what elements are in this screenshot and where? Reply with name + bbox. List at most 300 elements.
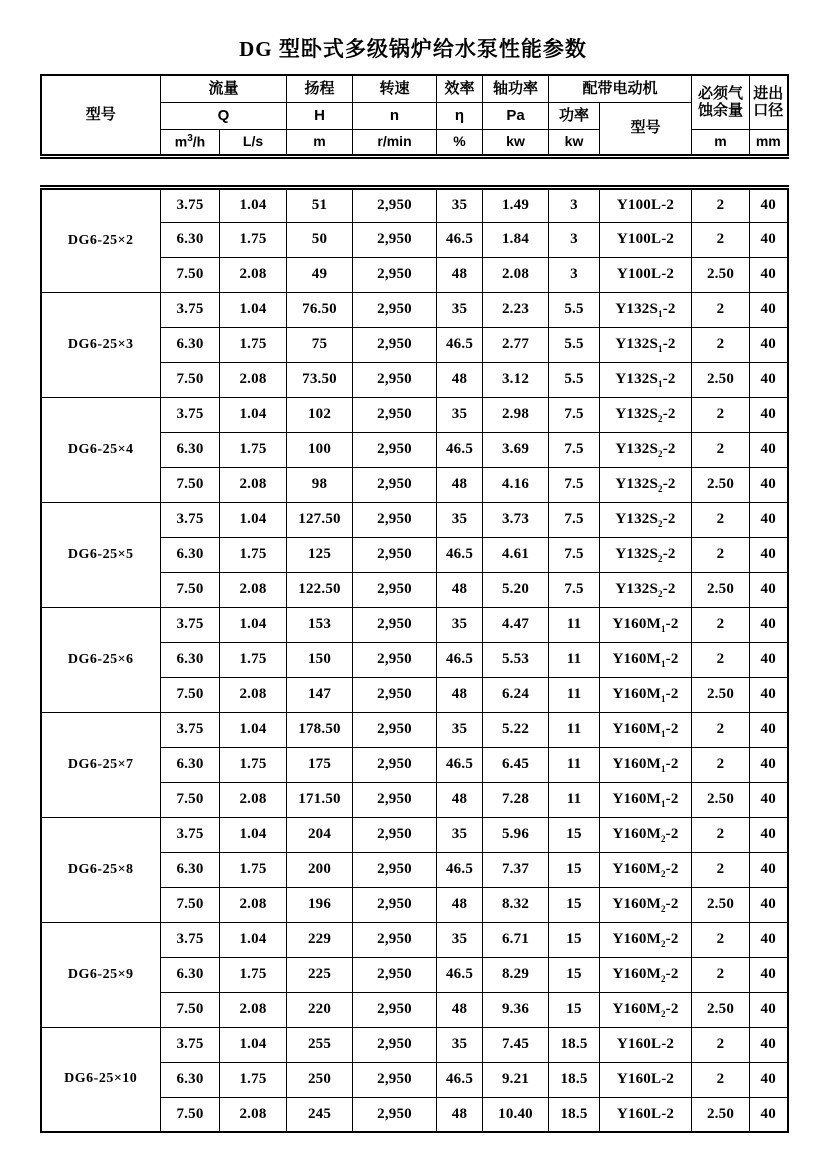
shaft-power-cell: 4.47: [483, 607, 549, 642]
flow-m3h-cell: 6.30: [161, 537, 220, 572]
diameter-cell: 40: [750, 397, 788, 432]
motor-power-cell: 11: [549, 747, 600, 782]
head-cell: 147: [287, 677, 353, 712]
flow-ls-cell: 1.04: [220, 922, 287, 957]
npsh-cell: 2: [692, 957, 750, 992]
head-cell: 153: [287, 607, 353, 642]
flow-m3h-cell: 6.30: [161, 327, 220, 362]
table-row: [41, 1027, 788, 1062]
npsh-cell: 2: [692, 187, 750, 222]
head-cell: 204: [287, 817, 353, 852]
efficiency-cell: 46.5: [437, 852, 483, 887]
head-cell: 49: [287, 257, 353, 292]
motor-model-base: Y160M: [612, 861, 661, 877]
head-cell: 200: [287, 852, 353, 887]
head-cell: 178.50: [287, 712, 353, 747]
motor-model-suffix: -2: [661, 1071, 675, 1087]
flow-ls-cell: 1.04: [220, 187, 287, 222]
header-speed: 转速: [353, 75, 437, 102]
motor-model-subscript: 1: [660, 624, 666, 634]
head-cell: 100: [287, 432, 353, 467]
npsh-cell: 2: [692, 607, 750, 642]
efficiency-cell: 35: [437, 187, 483, 222]
motor-model-subscript: 2: [660, 904, 666, 914]
motor-power-cell: 11: [549, 782, 600, 817]
npsh-cell: 2: [692, 1027, 750, 1062]
efficiency-cell: 46.5: [437, 222, 483, 257]
motor-model-base: Y100L: [616, 197, 662, 213]
motor-model-base: Y160M: [612, 826, 661, 842]
shaft-power-cell: 4.61: [483, 537, 549, 572]
efficiency-cell: 46.5: [437, 432, 483, 467]
npsh-cell: 2: [692, 712, 750, 747]
npsh-cell: 2: [692, 642, 750, 677]
table-row: [41, 187, 788, 222]
header-unit-dia: mm: [750, 129, 788, 156]
head-cell: 51: [287, 187, 353, 222]
flow-ls-cell: 2.08: [220, 782, 287, 817]
shaft-power-cell: 7.37: [483, 852, 549, 887]
speed-cell: 2,950: [353, 187, 437, 222]
spec-table-body: [40, 185, 789, 1134]
motor-model-base: Y132S: [615, 441, 659, 457]
head-cell: 125: [287, 537, 353, 572]
shaft-power-cell: 3.69: [483, 432, 549, 467]
shaft-power-cell: 6.71: [483, 922, 549, 957]
motor-power-cell: 7.5: [549, 397, 600, 432]
table-row: [41, 712, 788, 747]
shaft-power-cell: 7.45: [483, 1027, 549, 1062]
flow-ls-cell: 1.04: [220, 502, 287, 537]
page-title: DG 型卧式多级锅炉给水泵性能参数: [239, 37, 587, 61]
flow-ls-cell: 1.04: [220, 817, 287, 852]
npsh-cell: 2: [692, 397, 750, 432]
table-row: [41, 607, 788, 642]
flow-ls-cell: 2.08: [220, 257, 287, 292]
head-cell: 98: [287, 467, 353, 502]
flow-m3h-cell: 3.75: [161, 712, 220, 747]
flow-m3h-cell: 6.30: [161, 222, 220, 257]
speed-cell: 2,950: [353, 957, 437, 992]
efficiency-cell: 46.5: [437, 1062, 483, 1097]
motor-model-subscript: 1: [660, 694, 666, 704]
motor-model-base: Y160M: [612, 896, 661, 912]
flow-m3h-cell: 7.50: [161, 992, 220, 1027]
diameter-cell: 40: [750, 922, 788, 957]
flow-ls-cell: 1.75: [220, 642, 287, 677]
motor-model-cell: [600, 222, 692, 257]
motor-model-suffix: -2: [662, 441, 676, 457]
motor-model-subscript: 2: [660, 834, 666, 844]
motor-model-subscript: 2: [658, 484, 663, 494]
motor-power-cell: 15: [549, 887, 600, 922]
motor-model-base: Y132S: [615, 546, 659, 562]
diameter-cell: 40: [750, 852, 788, 887]
flow-m3h-cell: 7.50: [161, 257, 220, 292]
header-diameter-line2: 口径: [753, 102, 784, 120]
table-row: [41, 922, 788, 957]
flow-ls-cell: 1.75: [220, 852, 287, 887]
motor-model-base: Y160M: [612, 756, 661, 772]
diameter-cell: 40: [750, 1027, 788, 1062]
header-flow-symbol: Q: [161, 102, 287, 129]
motor-power-cell: 5.5: [549, 292, 600, 327]
motor-model-suffix: -2: [661, 1105, 675, 1122]
flow-m3h-cell: 6.30: [161, 1062, 220, 1097]
diameter-cell: 40: [750, 817, 788, 852]
flow-ls-cell: 1.04: [220, 397, 287, 432]
motor-power-cell: 3: [549, 257, 600, 292]
header-motor-model: 型号: [600, 102, 692, 156]
motor-model-base: Y100L: [616, 231, 662, 247]
header-head-symbol: H: [287, 102, 353, 129]
shaft-power-cell: 5.22: [483, 712, 549, 747]
motor-power-cell: 15: [549, 852, 600, 887]
table-row: [41, 292, 788, 327]
speed-cell: 2,950: [353, 1097, 437, 1132]
flow-m3h-cell: 3.75: [161, 922, 220, 957]
motor-power-cell: 7.5: [549, 467, 600, 502]
shaft-power-cell: 8.29: [483, 957, 549, 992]
motor-model-base: Y160M: [612, 1001, 661, 1017]
motor-model-base: Y132S: [615, 476, 659, 492]
speed-cell: 2,950: [353, 1027, 437, 1062]
header-unit-speed: r/min: [353, 129, 437, 156]
header-unit-shaft: kw: [483, 129, 549, 156]
efficiency-cell: 46.5: [437, 537, 483, 572]
npsh-cell: 2.50: [692, 467, 750, 502]
flow-ls-cell: 1.75: [220, 537, 287, 572]
flow-ls-cell: 1.75: [220, 327, 287, 362]
header-unit-ls: L/s: [220, 129, 287, 156]
motor-power-cell: 15: [549, 922, 600, 957]
flow-m3h-cell: 7.50: [161, 1097, 220, 1132]
flow-m3h-cell: 6.30: [161, 852, 220, 887]
motor-model-base: Y160L: [616, 1071, 662, 1087]
pump-model-cell: DG6-25×3: [41, 292, 161, 397]
motor-model-suffix: -2: [665, 616, 679, 632]
npsh-cell: 2.50: [692, 887, 750, 922]
motor-model-suffix: -2: [662, 336, 676, 352]
flow-ls-cell: 1.04: [220, 607, 287, 642]
motor-model-cell: [600, 187, 692, 222]
npsh-cell: 2: [692, 852, 750, 887]
head-cell: 76.50: [287, 292, 353, 327]
flow-ls-cell: 2.08: [220, 887, 287, 922]
header-npsh-line2: 蚀余量: [698, 102, 744, 120]
motor-model-cell: [600, 292, 692, 327]
npsh-cell: 2: [692, 432, 750, 467]
efficiency-cell: 35: [437, 1027, 483, 1062]
motor-model-subscript: 2: [660, 939, 666, 949]
head-cell: 245: [287, 1097, 353, 1132]
efficiency-cell: 46.5: [437, 957, 483, 992]
pump-model-cell: DG6-25×2: [41, 187, 161, 292]
diameter-cell: 40: [750, 957, 788, 992]
head-cell: 50: [287, 222, 353, 257]
motor-power-cell: 15: [549, 817, 600, 852]
shaft-power-cell: 5.96: [483, 817, 549, 852]
efficiency-cell: 48: [437, 782, 483, 817]
motor-model-suffix: -2: [665, 861, 679, 877]
motor-model-suffix: -2: [661, 1036, 675, 1052]
motor-model-subscript: 2: [658, 554, 663, 564]
speed-cell: 2,950: [353, 642, 437, 677]
efficiency-cell: 48: [437, 362, 483, 397]
speed-cell: 2,950: [353, 222, 437, 257]
shaft-power-cell: 6.45: [483, 747, 549, 782]
speed-cell: 2,950: [353, 537, 437, 572]
motor-power-cell: 7.5: [549, 502, 600, 537]
motor-model-suffix: -2: [665, 686, 679, 702]
motor-power-cell: 5.5: [549, 362, 600, 397]
motor-model-cell: [600, 887, 692, 922]
motor-model-cell: [600, 257, 692, 292]
head-cell: 175: [287, 747, 353, 782]
speed-cell: 2,950: [353, 992, 437, 1027]
efficiency-cell: 48: [437, 467, 483, 502]
motor-power-cell: 11: [549, 607, 600, 642]
header-shaft-symbol: Pa: [483, 102, 549, 129]
speed-cell: 2,950: [353, 922, 437, 957]
flow-m3h-cell: 3.75: [161, 1027, 220, 1062]
speed-cell: 2,950: [353, 1062, 437, 1097]
motor-model-base: Y132S: [615, 511, 659, 527]
diameter-cell: 40: [750, 887, 788, 922]
header-npsh-line1: 必须气: [698, 85, 744, 102]
efficiency-cell: 35: [437, 712, 483, 747]
header-efficiency: 效率: [437, 75, 483, 102]
diameter-cell: 40: [750, 467, 788, 502]
flow-ls-cell: 1.04: [220, 712, 287, 747]
flow-m3h-cell: 6.30: [161, 642, 220, 677]
flow-m3h-cell: 7.50: [161, 677, 220, 712]
motor-model-subscript: 2: [658, 589, 663, 599]
diameter-cell: 40: [750, 782, 788, 817]
pump-model-cell: DG6-25×6: [41, 607, 161, 712]
flow-m3h-cell: 3.75: [161, 292, 220, 327]
shaft-power-cell: 3.12: [483, 362, 549, 397]
header-pump-model: 型号: [41, 75, 161, 156]
unit-m3h-base: m: [174, 133, 188, 150]
efficiency-cell: 35: [437, 922, 483, 957]
diameter-cell: 40: [750, 187, 788, 222]
motor-power-cell: 3: [549, 187, 600, 222]
head-cell: 225: [287, 957, 353, 992]
motor-model-suffix: -2: [665, 791, 679, 807]
flow-m3h-cell: 3.75: [161, 817, 220, 852]
head-cell: 150: [287, 642, 353, 677]
header-unit-motor-power: kw: [549, 129, 600, 156]
motor-model-suffix: -2: [661, 266, 675, 282]
motor-model-cell: [600, 607, 692, 642]
motor-model-base: Y132S: [615, 581, 659, 597]
diameter-cell: 40: [750, 642, 788, 677]
header-head: 扬程: [287, 75, 353, 102]
efficiency-cell: 35: [437, 292, 483, 327]
header-diameter: [750, 75, 788, 129]
speed-cell: 2,950: [353, 327, 437, 362]
speed-cell: 2,950: [353, 467, 437, 502]
header-efficiency-symbol: η: [437, 102, 483, 129]
npsh-cell: 2.50: [692, 992, 750, 1027]
header-flow: 流量: [161, 75, 287, 102]
motor-model-cell: [600, 327, 692, 362]
flow-m3h-cell: 7.50: [161, 887, 220, 922]
motor-model-cell: [600, 747, 692, 782]
motor-power-cell: 5.5: [549, 327, 600, 362]
motor-model-subscript: 2: [660, 974, 666, 984]
motor-power-cell: 7.5: [549, 572, 600, 607]
motor-power-cell: 7.5: [549, 537, 600, 572]
motor-model-cell: [600, 432, 692, 467]
flow-ls-cell: 1.75: [220, 222, 287, 257]
npsh-cell: 2.50: [692, 362, 750, 397]
flow-ls-cell: 1.75: [220, 747, 287, 782]
motor-model-cell: [600, 677, 692, 712]
motor-model-subscript: 1: [658, 309, 663, 319]
motor-model-suffix: -2: [661, 231, 675, 247]
motor-model-base: Y160M: [612, 616, 661, 632]
npsh-cell: 2: [692, 327, 750, 362]
table-row: [41, 502, 788, 537]
motor-model-suffix: -2: [662, 546, 676, 562]
header-motor-power: 功率: [549, 102, 600, 129]
diameter-cell: 40: [750, 572, 788, 607]
efficiency-cell: 35: [437, 607, 483, 642]
efficiency-cell: 48: [437, 677, 483, 712]
flow-m3h-cell: 3.75: [161, 502, 220, 537]
diameter-cell: 40: [750, 502, 788, 537]
motor-power-cell: 15: [549, 992, 600, 1027]
head-cell: 196: [287, 887, 353, 922]
flow-ls-cell: 2.08: [220, 467, 287, 502]
motor-model-subscript: 1: [658, 344, 663, 354]
motor-power-cell: 11: [549, 677, 600, 712]
speed-cell: 2,950: [353, 432, 437, 467]
shaft-power-cell: 4.16: [483, 467, 549, 502]
pump-model-cell: DG6-25×4: [41, 397, 161, 502]
shaft-power-cell: 7.28: [483, 782, 549, 817]
motor-model-suffix: -2: [661, 197, 675, 213]
motor-model-cell: [600, 992, 692, 1027]
flow-ls-cell: 2.08: [220, 572, 287, 607]
speed-cell: 2,950: [353, 852, 437, 887]
shaft-power-cell: 9.21: [483, 1062, 549, 1097]
motor-model-base: Y132S: [615, 406, 659, 422]
motor-model-suffix: -2: [662, 511, 676, 527]
motor-model-subscript: 2: [658, 449, 663, 459]
diameter-cell: 40: [750, 537, 788, 572]
flow-m3h-cell: 6.30: [161, 432, 220, 467]
head-cell: 229: [287, 922, 353, 957]
npsh-cell: 2: [692, 1062, 750, 1097]
speed-cell: 2,950: [353, 782, 437, 817]
shaft-power-cell: 2.98: [483, 397, 549, 432]
shaft-power-cell: 10.40: [483, 1097, 549, 1132]
header-unit-eff: %: [437, 129, 483, 156]
flow-m3h-cell: 7.50: [161, 572, 220, 607]
motor-model-suffix: -2: [665, 896, 679, 912]
motor-model-cell: [600, 1027, 692, 1062]
motor-model-subscript: 1: [660, 764, 666, 774]
diameter-cell: 40: [750, 327, 788, 362]
speed-cell: 2,950: [353, 292, 437, 327]
motor-model-base: Y132S: [615, 336, 659, 352]
header-motor-group: 配带电动机: [549, 75, 692, 102]
pump-model-cell: DG6-25×7: [41, 712, 161, 817]
motor-model-base: Y100L: [616, 266, 662, 282]
shaft-power-cell: 3.73: [483, 502, 549, 537]
npsh-cell: 2: [692, 537, 750, 572]
header-unit-npsh: m: [692, 129, 750, 156]
motor-model-suffix: -2: [665, 721, 679, 737]
head-cell: 127.50: [287, 502, 353, 537]
shaft-power-cell: 9.36: [483, 992, 549, 1027]
efficiency-cell: 35: [437, 397, 483, 432]
motor-model-suffix: -2: [665, 826, 679, 842]
motor-model-base: Y160M: [612, 931, 661, 947]
header-npsh: [692, 75, 750, 129]
diameter-cell: 40: [750, 1097, 788, 1132]
npsh-cell: 2.50: [692, 572, 750, 607]
speed-cell: 2,950: [353, 607, 437, 642]
efficiency-cell: 35: [437, 817, 483, 852]
motor-model-base: Y160M: [612, 791, 661, 807]
motor-model-suffix: -2: [662, 581, 676, 597]
flow-m3h-cell: 7.50: [161, 467, 220, 502]
motor-model-cell: [600, 852, 692, 887]
shaft-power-cell: 2.08: [483, 257, 549, 292]
speed-cell: 2,950: [353, 572, 437, 607]
unit-m3h-rest: /h: [192, 133, 206, 150]
motor-model-cell: [600, 957, 692, 992]
shaft-power-cell: 5.53: [483, 642, 549, 677]
speed-cell: 2,950: [353, 502, 437, 537]
speed-cell: 2,950: [353, 712, 437, 747]
speed-cell: 2,950: [353, 257, 437, 292]
motor-model-base: Y160L: [616, 1036, 662, 1052]
motor-model-base: Y160M: [612, 686, 661, 702]
header-unit-m3h: [161, 129, 220, 156]
header-row-1: [41, 75, 788, 102]
motor-model-suffix: -2: [662, 476, 676, 492]
motor-power-cell: 3: [549, 222, 600, 257]
diameter-cell: 40: [750, 432, 788, 467]
flow-ls-cell: 2.08: [220, 1097, 287, 1132]
npsh-cell: 2: [692, 502, 750, 537]
head-cell: 122.50: [287, 572, 353, 607]
spec-table-header: [40, 74, 789, 159]
speed-cell: 2,950: [353, 397, 437, 432]
diameter-cell: 40: [750, 712, 788, 747]
head-cell: 171.50: [287, 782, 353, 817]
npsh-cell: 2.50: [692, 677, 750, 712]
pump-model-cell: DG6-25×9: [41, 922, 161, 1027]
motor-model-cell: [600, 642, 692, 677]
speed-cell: 2,950: [353, 677, 437, 712]
shaft-power-cell: 1.84: [483, 222, 549, 257]
motor-power-cell: 11: [549, 712, 600, 747]
speed-cell: 2,950: [353, 747, 437, 782]
diameter-cell: 40: [750, 257, 788, 292]
shaft-power-cell: 8.32: [483, 887, 549, 922]
table-row: [41, 397, 788, 432]
speed-cell: 2,950: [353, 887, 437, 922]
motor-model-subscript: 2: [658, 519, 663, 529]
motor-model-subscript: 2: [658, 414, 663, 424]
efficiency-cell: 35: [437, 502, 483, 537]
